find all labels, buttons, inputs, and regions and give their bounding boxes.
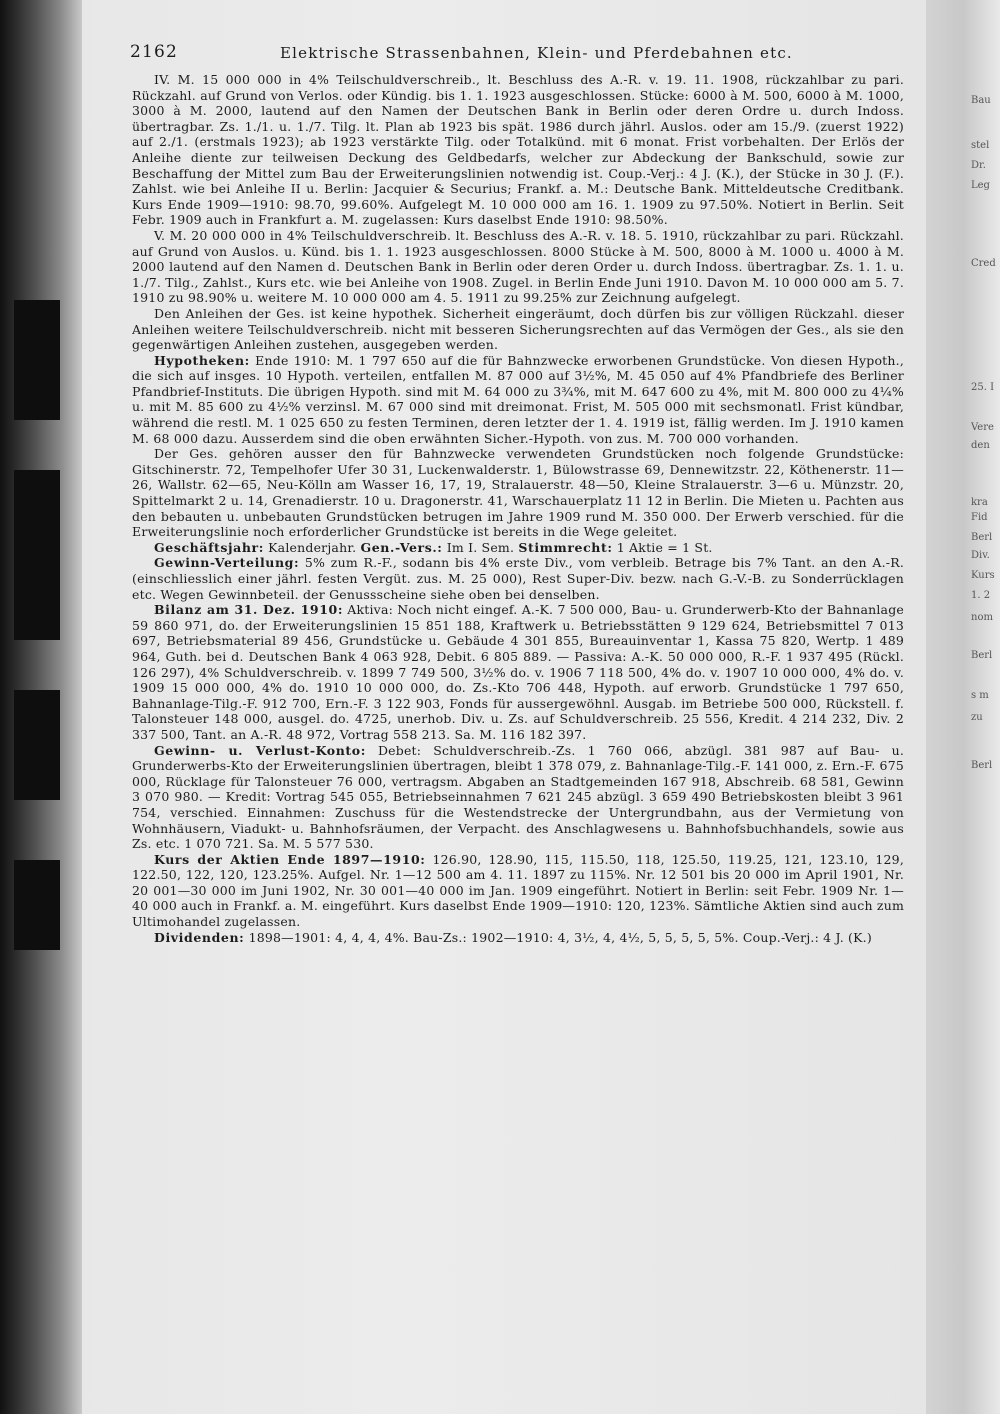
running-title: Elektrische Strassenbahnen, Klein- und Pferdebahnen etc.: [280, 44, 793, 62]
paragraph-heading: Gewinn-Verteilung:: [154, 555, 300, 571]
margin-fragment: den: [971, 440, 990, 451]
paragraph-text: 1898—1901: 4, 4, 4, 4%. Bau-Zs.: 1902—1910: 4, 3½, 4, 4½, 5, 5, 5, 5, 5%. Coup.-Verj.: 4 J. (K.): [244, 929, 872, 945]
margin-fragment: s m: [971, 690, 989, 701]
paragraph-text: Debet: Schuldverschreib.-Zs. 1 760 066, abzügl. 381 987 auf Bau- u. Grunderwerbs-Kto der Erweiterungslinien übertragen, bleibt 1 378 079, z. Bahnanlage-Tilg.-F. 141 000, z. Ern.-F. 675 000, Rücklage für Talonsteuer 76 000, vertragsm. Abgaben an Stadtgemeinden 167 918, Abschreib. 68 581, Gewinn 3 070 980. — Kredit: Vortrag 545 055, Betriebseinnahmen 7 621 245 abzügl. 3 659 490 Betriebskosten bleibt 3 961 754, verschied. Einnahmen: Zuschuss für die Westendstrecke der Untergrundbahn, aus der Vermietung von Wohnhäusern, Viadukt- u. Bahnhofsräumen, der Verpacht. des Anschlagwesens u. Bahnhofsbuchhandels, sowie aus Zs. etc. 1 070 721. Sa. M. 5 577 530.: [132, 742, 904, 852]
paragraph: [132, 602, 904, 742]
paragraph-heading: Dividenden:: [154, 929, 245, 945]
paragraph-heading: Kurs der Aktien Ende 1897—1910:: [154, 851, 426, 867]
paragraph-heading: Bilanz am 31. Dez. 1910:: [154, 602, 344, 618]
margin-fragment: Berl: [971, 532, 993, 543]
paragraph: [132, 306, 904, 353]
binding-stamp: [14, 690, 60, 800]
margin-fragment: 1. 2: [971, 590, 991, 601]
paragraph-text: IV. M. 15 000 000 in 4% Teilschuldverschreib., lt. Beschluss des A.-R. v. 19. 11. 1908, rückzahlbar zu pari. Rückzahl. auf Grund von Verlos. oder Kündig. bis 1. 1. 1923 ausgeschlossen. Stücke: 6000 à M. 500, 6000 à M. 1000, 3000 à M. 2000, lautend auf den Namen der Deutschen Bank in Berlin oder deren Ordre u. durch Indoss. übertragbar. Zs. 1./1. u. 1./7. Tilg. lt. Plan ab 1923 bis spät. 1986 durch jährl. Auslos. oder am 15./9. (zuerst 1922) auf 2./1. (erstmals 1923); ab 1923 verstärkte Tilg. oder Totalkünd. mit 6 monat. Frist vorbehalten. Der Erlös der Anleihe diente zur teilweisen Deckung des Geldbedarfs, welcher zur Abdeckung der Bankschuld, sowie zur Beschaffung der Mittel zum Bau der Erweiterungslinien notwendig ist. Coup.-Verj.: 4 J. (K.), der Stücke in 30 J. (F.). Zahlst. wie bei Anleihe II u. Berlin: Jacquier & Securius; Frankf. a. M.: Deutsche Bank. Mitteldeutsche Creditbank. Kurs Ende 1909—1910: 98.70, 99.60%. Aufgelegt M. 10 000 000 am 16. 1. 1909 zu 97.50%. Notiert in Berlin. Seit Febr. 1909 auch in Frankfurt a. M. zugelassen: Kurs daselbst Ende 1910: 98.50%.: [132, 72, 904, 228]
margin-fragment: zu: [971, 712, 983, 723]
paragraph-text: Ende 1910: M. 1 797 650 auf die für Bahnzwecke erworbenen Grundstücke. Von diesen Hypoth., die sich auf insges. 10 Hypoth. verteilen, entfallen M. 87 000 auf 3½%, M. 45 050 auf 4% Pfandbriefe des Berliner Pfandbrief-Instituts. Die übrigen Hypoth. sind mit M. 64 000 zu 3¾%, mit M. 647 600 zu 4%, mit M. 800 000 zu 4¼% u. mit M. 85 600 zu 4½% verzinsl. M. 67 000 sind mit dreimonat. Frist, M. 505 000 mit sechsmonatl. Frist kündbar, während die restl. M. 1 025 650 zu festen Terminen, deren letzter der 1. 4. 1919 ist, fällig werden. Im J. 1910 kamen M. 68 000 dazu. Ausserdem sind die oben erwähnten Sicher.-Hypoth. von zus. M. 700 000 vorhanden.: [132, 352, 904, 446]
paragraph-text: 126.90, 128.90, 115, 115.50, 118, 125.50, 119.25, 121, 123.10, 129, 122.50, 122, 120, 123.25%. Aufgel. Nr. 1—12 500 am 4. 11. 1897 zu 115%. Nr. 12 501 bis 20 000 im April 1901, Nr. 20 001—30 000 im Juni 1902, Nr. 30 001—40 000 im Jan. 1909 eingeführt. Notiert in Berlin: seit Febr. 1909 Nr. 1—40 000 auch in Frankf. a. M. eingeführt. Kurs daselbst Ende 1909—1910: 120, 123%. Sämtliche Aktien sind auch zum Ultimohandel zugelassen.: [132, 851, 904, 930]
margin-fragment: Kurs: [971, 570, 995, 581]
facing-page-margin: [926, 0, 1000, 1414]
margin-fragment: Vere: [971, 422, 994, 433]
paragraph-text: V. M. 20 000 000 in 4% Teilschuldverschreib. lt. Beschluss des A.-R. v. 18. 5. 1910, rückzahlbar zu pari. Rückzahl. auf Grund von Auslos. u. Künd. bis 1. 1. 1923 ausgeschlossen. 8000 Stücke à M. 500, 8000 à M. 1000 u. 4000 à M. 2000 lautend auf den Namen d. Deutschen Bank in Berlin oder deren Order u. durch Indoss. übertragbar. Zs. 1. 1. u. 1./7. Tilg., Zahlst., Kurs etc. wie bei Anleihe von 1908. Zugel. in Berlin Ende Juni 1910. Davon M. 10 000 000 am 5. 7. 1910 zu 98.90% u. weitere M. 10 000 000 am 4. 5. 1911 zu 99.25% zur Zeichnung aufgelegt.: [132, 227, 904, 306]
paragraph-text: Der Ges. gehören ausser den für Bahnzwecke verwendeten Grundstücken noch folgende Grundstücke: Gitschinerstr. 72, Tempelhofer Ufer 30 31, Luckenwalderstr. 1, Bülowstrasse 69, Dennewitzstr. 22, Köthenerstr. 11—26, Wallstr. 62—65, Neu-Kölln am Wasser 16, 17, 19, Stralauerstr. 48—50, Kleine Stralauerstr. 3—6 u. Münzstr. 20, Spittelmarkt 2 u. 14, Grenadierstr. 10 u. Dragonerstr. 41, Warschauerplatz 11 12 in Berlin. Die Mieten u. Pachten aus den bebauten u. unbebauten Grundstücken betrugen im Jahre 1909 rund M. 350 000. Der Erwerb verschied. für die Erweiterungslinie noch erforderlicher Grundstücke ist bereits in die Wege geleitet.: [132, 446, 904, 540]
margin-fragment: Div.: [971, 550, 990, 561]
margin-fragment: Bau: [971, 95, 991, 106]
paragraph: [132, 446, 904, 540]
page-number: 2162: [130, 42, 179, 62]
paragraph: [132, 228, 904, 306]
margin-fragment: Berl: [971, 760, 993, 771]
document-body: [132, 72, 904, 1392]
book-binding-edge: [0, 0, 82, 1414]
margin-fragment: stel: [971, 140, 990, 151]
binding-stamp: [14, 860, 60, 950]
margin-fragment: 25. I: [971, 382, 995, 393]
paragraph: [132, 72, 904, 228]
margin-fragment: kra: [971, 497, 988, 508]
paragraph-heading: Hypotheken:: [154, 352, 250, 368]
margin-fragment: Leg: [971, 180, 990, 191]
margin-fragment: Fid: [971, 512, 988, 523]
binding-stamp: [14, 470, 60, 640]
margin-fragment: Dr.: [971, 160, 986, 171]
paragraph: [132, 540, 904, 556]
margin-fragment: nom: [971, 612, 993, 623]
paragraph-text: Aktiva: Noch nicht eingef. A.-K. 7 500 000, Bau- u. Grunderwerb-Kto der Bahnanlage 59 860 971, do. der Erweiterungslinien 15 851 188, Kraftwerk u. Betriebsstätten 9 129 624, Betriebsmittel 7 013 697, Betriebsmaterial 89 456, Grundstücke u. Gebäude 4 301 855, Bureauinventar 1, Kassa 75 820, Wertp. 1 489 964, Guth. bei d. Deutschen Bank 4 063 928, Debit. 6 805 889. — Passiva: A.-K. 50 000 000, R.-F. 1 937 495 (Rückl. 126 297), 4% Schuldverschreib. v. 1899 7 749 500, 3½% do. v. 1906 7 118 500, 4% do. v. 1907 10 000 000, 4% do. v. 1909 15 000 000, 4% do. 1910 10 000 000, do. Zs.-Kto 706 448, Hypoth. auf erworb. Grundstücke 1 797 650, Bahnanlage-Tilg.-F. 912 700, Ern.-F. 3 122 903, Fonds für aussergewöhnl. Ausgab. im Betriebe 500 000, Rückstell. f. Talonsteuer 148 000, ausgel. do. 4725, unerhob. Div. u. Zs. auf Schuldverschreib. 25 556, Kredit. 4 214 232, Div. 2 337 500, Tant. an A.-R. 48 972, Vortrag 558 213. Sa. M. 116 182 397.: [132, 602, 904, 742]
paragraph-text: Den Anleihen der Ges. ist keine hypothek. Sicherheit eingeräumt, doch dürfen bis zur völligen Rückzahl. dieser Anleihen weitere Teilschuldverschreib. nicht mit besseren Sicherungsrechten auf das Vermögen der Ges., als sie den gegenwärtigen Anleihen zustehen, ausgegeben werden.: [132, 305, 904, 353]
binding-stamp: [14, 300, 60, 420]
paragraph-heading: Geschäftsjahr:: [154, 539, 264, 555]
paragraph-text: Kalenderjahr. Gen.-Vers.: Im I. Sem. Stimmrecht: 1 Aktie = 1 St.: [263, 539, 713, 555]
paragraph-heading: Gewinn- u. Verlust-Konto:: [154, 742, 366, 758]
margin-fragment: Cred: [971, 258, 996, 269]
paragraph: [132, 930, 904, 946]
margin-fragment: Berl: [971, 650, 993, 661]
paragraph: [132, 353, 904, 447]
paragraph: [132, 852, 904, 930]
paragraph: [132, 743, 904, 852]
paragraph-text: 5% zum R.-F., sodann bis 4% erste Div., vom verbleib. Betrage bis 7% Tant. an den A.-R. (einschliesslich einer jährl. festen Vergüt. zus. M. 25 000), Rest Super-Div. bezw. nach G.-V.-B. zu Sonderrücklagen etc. Wegen Gewinnbeteil. der Genussscheine siehe oben bei denselben.: [132, 555, 904, 602]
paragraph: [132, 555, 904, 602]
